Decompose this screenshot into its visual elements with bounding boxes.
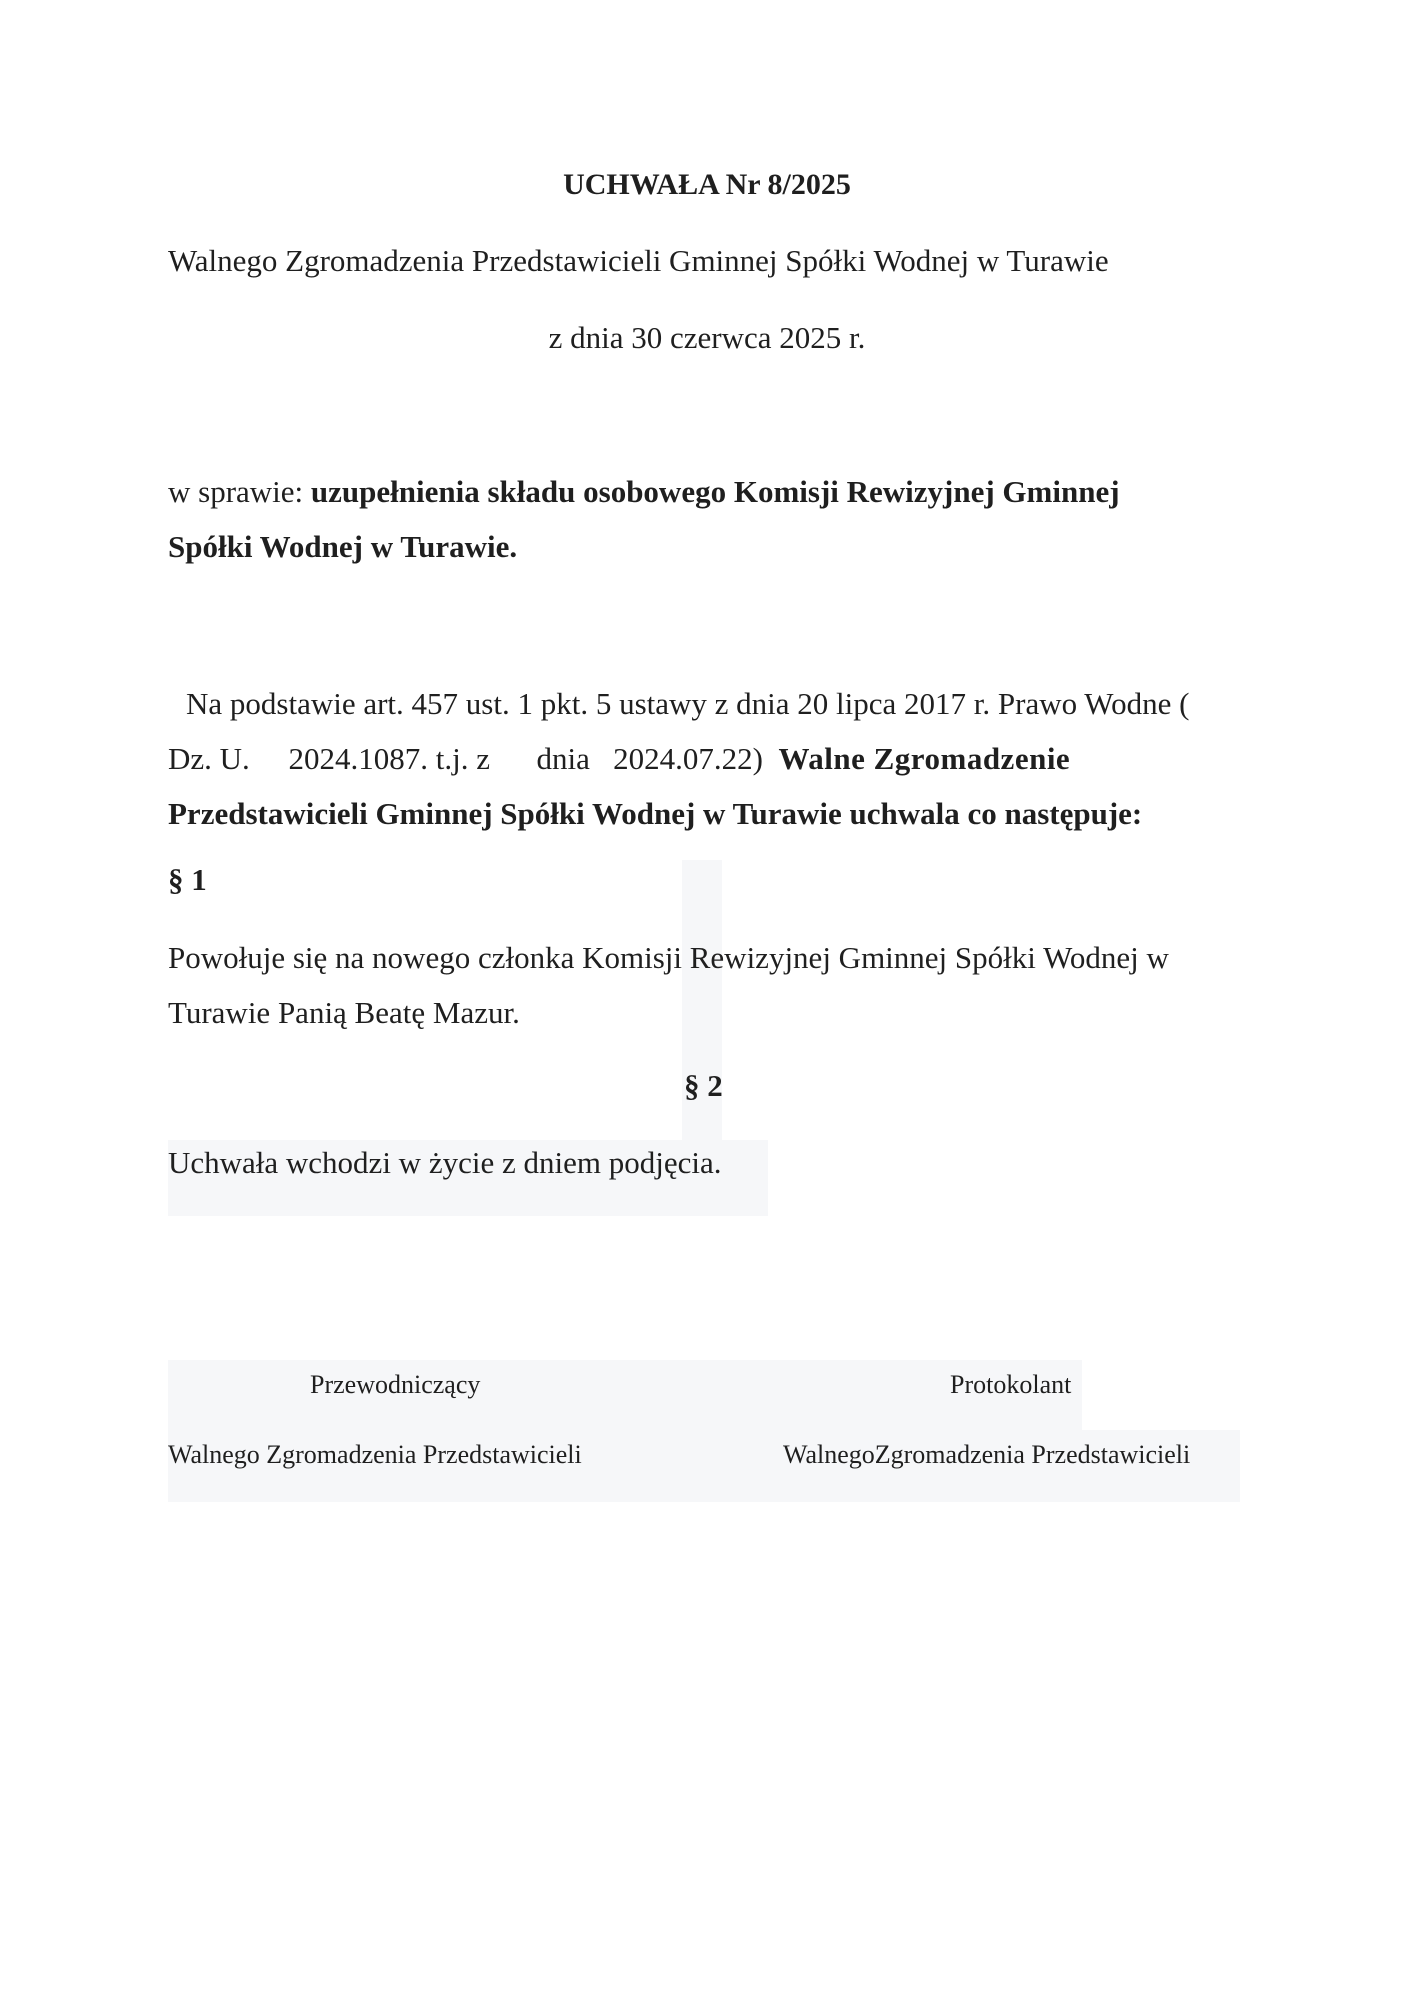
legal-basis [168, 676, 1268, 841]
basis-line2-regular: Dz. U. 2024.1087. t.j. z dnia 2024.07.22) [168, 741, 779, 776]
subject-prefix: w sprawie: [168, 474, 311, 509]
signature-left-role: Przewodniczący [310, 1370, 481, 1399]
section-1-text: Powołuje się na nowego członka Komisji Rewizyjnej Gminnej Spółki Wodnej w Turawie Panią Beatę Mazur. [168, 940, 1169, 1030]
section-2-label: § 2 [684, 1068, 723, 1103]
signature-left-body: Walnego Zgromadzenia Przedstawicieli [168, 1440, 582, 1469]
section-2-text: Uchwała wchodzi w życie z dniem podjęcia. [168, 1145, 722, 1180]
section-1-label: § 1 [168, 862, 207, 897]
signature-right-role: Protokolant [950, 1370, 1072, 1399]
basis-line3: Przedstawicieli Gminnej Spółki Wodnej w Turawie uchwala co następuje: [168, 796, 1143, 831]
resolution-subject [168, 464, 1228, 574]
basis-line1: Na podstawie art. 457 ust. 1 pkt. 5 ustawy z dnia 20 lipca 2017 r. Prawo Wodne ( [186, 686, 1190, 721]
basis-line2-bold: Walne Zgromadzenie [778, 741, 1071, 776]
subject-bold-line1: uzupełnienia składu osobowego Komisji Rewizyjnej Gminnej [310, 474, 1120, 509]
resolution-date: z dnia 30 czerwca 2025 r. [548, 320, 866, 355]
subject-bold-line2: Spółki Wodnej w Turawie. [168, 529, 518, 564]
resolution-issuer: Walnego Zgromadzenia Przedstawicieli Gminnej Spółki Wodnej w Turawie [168, 243, 1109, 278]
resolution-title: UCHWAŁA Nr 8/2025 [563, 168, 851, 201]
basis-line2 [168, 731, 1268, 786]
signature-right-body: WalnegoZgromadzenia Przedstawicieli [783, 1440, 1191, 1469]
